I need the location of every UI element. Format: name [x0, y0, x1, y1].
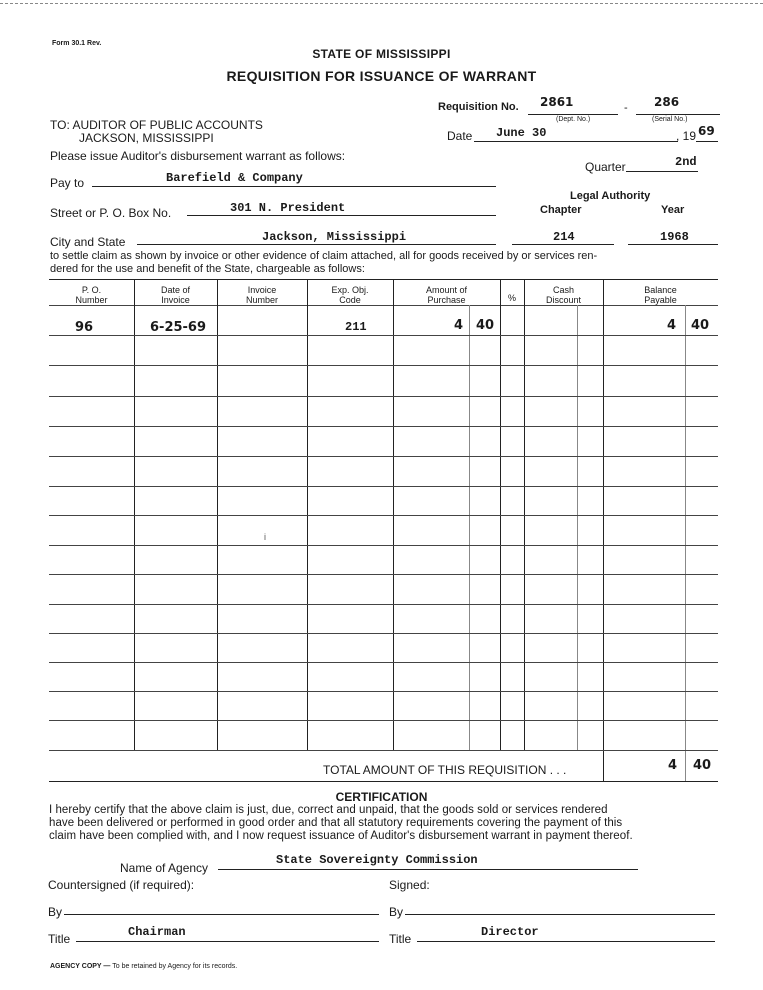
by-line-left — [64, 914, 379, 915]
agency-value: State Sovereignty Commission — [276, 853, 478, 867]
certification-line-3: claim have been complied with, and I now request issuance of Auditor's disbursement warrant in payment thereof. — [49, 830, 633, 842]
quarter-label: Quarter — [585, 160, 626, 174]
title-left-value: Chairman — [128, 925, 186, 939]
certification-heading: CERTIFICATION — [335, 790, 428, 804]
table-bottom-border — [49, 781, 718, 782]
chapter-value: 214 — [553, 230, 575, 244]
chapter-line — [512, 244, 614, 245]
table-top-border — [49, 279, 718, 280]
header-exp: Exp. Obj. Code — [331, 285, 369, 305]
table-header-border — [49, 305, 718, 306]
title-label-left: Title — [48, 932, 71, 946]
legal-authority-heading: Legal Authority — [570, 190, 651, 202]
header-invoice: Invoice Number — [245, 285, 278, 305]
state-title: STATE OF MISSISSIPPI — [312, 47, 451, 61]
certification-line-2: have been delivered or performed in good order and that all statutory requirements covering the payment of this — [49, 817, 623, 829]
form-title: REQUISITION FOR ISSUANCE OF WARRANT — [226, 68, 537, 84]
paper-top-edge — [0, 0, 763, 4]
city-label: City and State — [50, 235, 126, 249]
row-separator — [49, 633, 718, 634]
requisition-label: Requisition No. — [438, 101, 519, 113]
row-separator — [49, 750, 718, 751]
header-balance: Balance Payable — [644, 285, 677, 305]
row-separator — [49, 604, 718, 605]
pay-to-value: Barefield & Company — [166, 171, 303, 185]
row-separator — [49, 691, 718, 692]
row-separator — [49, 335, 718, 336]
to-line-2: JACKSON, MISSISSIPPI — [79, 131, 214, 145]
city-line — [137, 244, 496, 245]
row-separator — [49, 396, 718, 397]
cell-date: 6-25-69 — [150, 320, 207, 335]
row-separator — [49, 574, 718, 575]
street-line — [187, 215, 496, 216]
title-label-right: Title — [389, 932, 412, 946]
total-dollars: 4 — [668, 758, 678, 773]
dept-no-value: 2861 — [540, 95, 574, 109]
by-line-right — [405, 914, 715, 915]
cell-exp: 211 — [345, 320, 367, 334]
requisition-dash: - — [624, 102, 628, 114]
date-value: June 30 — [496, 126, 547, 140]
countersigned-label: Countersigned (if required): — [48, 878, 195, 892]
cell-po: 96 — [75, 320, 94, 335]
footer-bold: AGENCY COPY — — [50, 963, 111, 970]
dept-no-caption: (Dept. No.) — [556, 116, 591, 123]
by-label-left: By — [48, 905, 63, 919]
street-value: 301 N. President — [230, 201, 346, 215]
footer-rest: To be retained by Agency for its records. — [112, 963, 238, 970]
cents-divider — [577, 305, 578, 750]
row-separator — [49, 720, 718, 721]
cell-amount-cents: 40 — [476, 318, 495, 333]
serial-no-caption: (Serial No.) — [652, 116, 688, 123]
agency-label: Name of Agency — [120, 861, 209, 875]
chapter-label: Chapter — [540, 204, 582, 216]
row-separator — [49, 456, 718, 457]
cents-divider — [469, 305, 470, 750]
title-line-left — [76, 941, 379, 942]
row-separator — [49, 426, 718, 427]
row-separator — [49, 365, 718, 366]
agency-line — [218, 869, 638, 870]
form-number: Form 30.1 Rev. — [52, 40, 102, 47]
title-right-value: Director — [481, 925, 539, 939]
year-value: 1968 — [660, 230, 689, 244]
header-po: P. O. Number — [75, 285, 108, 305]
row-separator — [49, 515, 718, 516]
pay-to-label: Pay to — [50, 176, 85, 190]
year-label: Year — [661, 204, 685, 216]
signed-label: Signed: — [389, 878, 430, 892]
quarter-value: 2nd — [675, 155, 697, 169]
quarter-line — [626, 171, 698, 172]
cell-balance-dollars: 4 — [667, 318, 677, 333]
street-label: Street or P. O. Box No. — [50, 206, 172, 220]
header-date: Date of Invoice — [160, 285, 191, 305]
cell-balance-cents: 40 — [691, 318, 710, 333]
total-cents: 40 — [693, 758, 712, 773]
serial-no-value: 286 — [654, 95, 680, 109]
date-year-value: 69 — [698, 124, 715, 138]
settle-text-1: to settle claim as shown by invoice or other evidence of claim attached, all for goods received by or services ren- — [50, 250, 598, 262]
dept-no-line — [528, 114, 618, 115]
title-line-right — [417, 941, 715, 942]
header-pct: % — [507, 293, 516, 303]
by-label-right: By — [389, 905, 404, 919]
to-line-1: TO: AUDITOR OF PUBLIC ACCOUNTS — [50, 118, 263, 132]
year-line — [628, 244, 718, 245]
certification-line-1: I hereby certify that the above claim is just, due, correct and unpaid, that the goods sold or services rendered — [49, 804, 608, 816]
row-separator — [49, 545, 718, 546]
header-amount: Amount of Purchase — [425, 285, 468, 305]
serial-no-line — [636, 114, 720, 115]
date-year-prefix: , 19 — [676, 129, 697, 143]
pay-to-line — [92, 186, 496, 187]
stray-mark: i — [264, 532, 266, 542]
row-separator — [49, 662, 718, 663]
col-divider — [603, 279, 604, 781]
total-label: TOTAL AMOUNT OF THIS REQUISITION . . . — [323, 763, 567, 777]
date-line — [474, 141, 678, 142]
date-label: Date — [447, 129, 473, 143]
date-year-line — [696, 141, 718, 142]
footer-note — [50, 963, 237, 970]
cents-divider — [685, 305, 686, 781]
settle-text-2: dered for the use and benefit of the State, chargeable as follows: — [50, 263, 365, 275]
row-separator — [49, 486, 718, 487]
cell-amount-dollars: 4 — [454, 318, 464, 333]
city-value: Jackson, Mississippi — [262, 230, 407, 244]
header-cash: Cash Discount — [545, 285, 581, 305]
instruction-text: Please issue Auditor's disbursement warrant as follows: — [50, 149, 346, 163]
